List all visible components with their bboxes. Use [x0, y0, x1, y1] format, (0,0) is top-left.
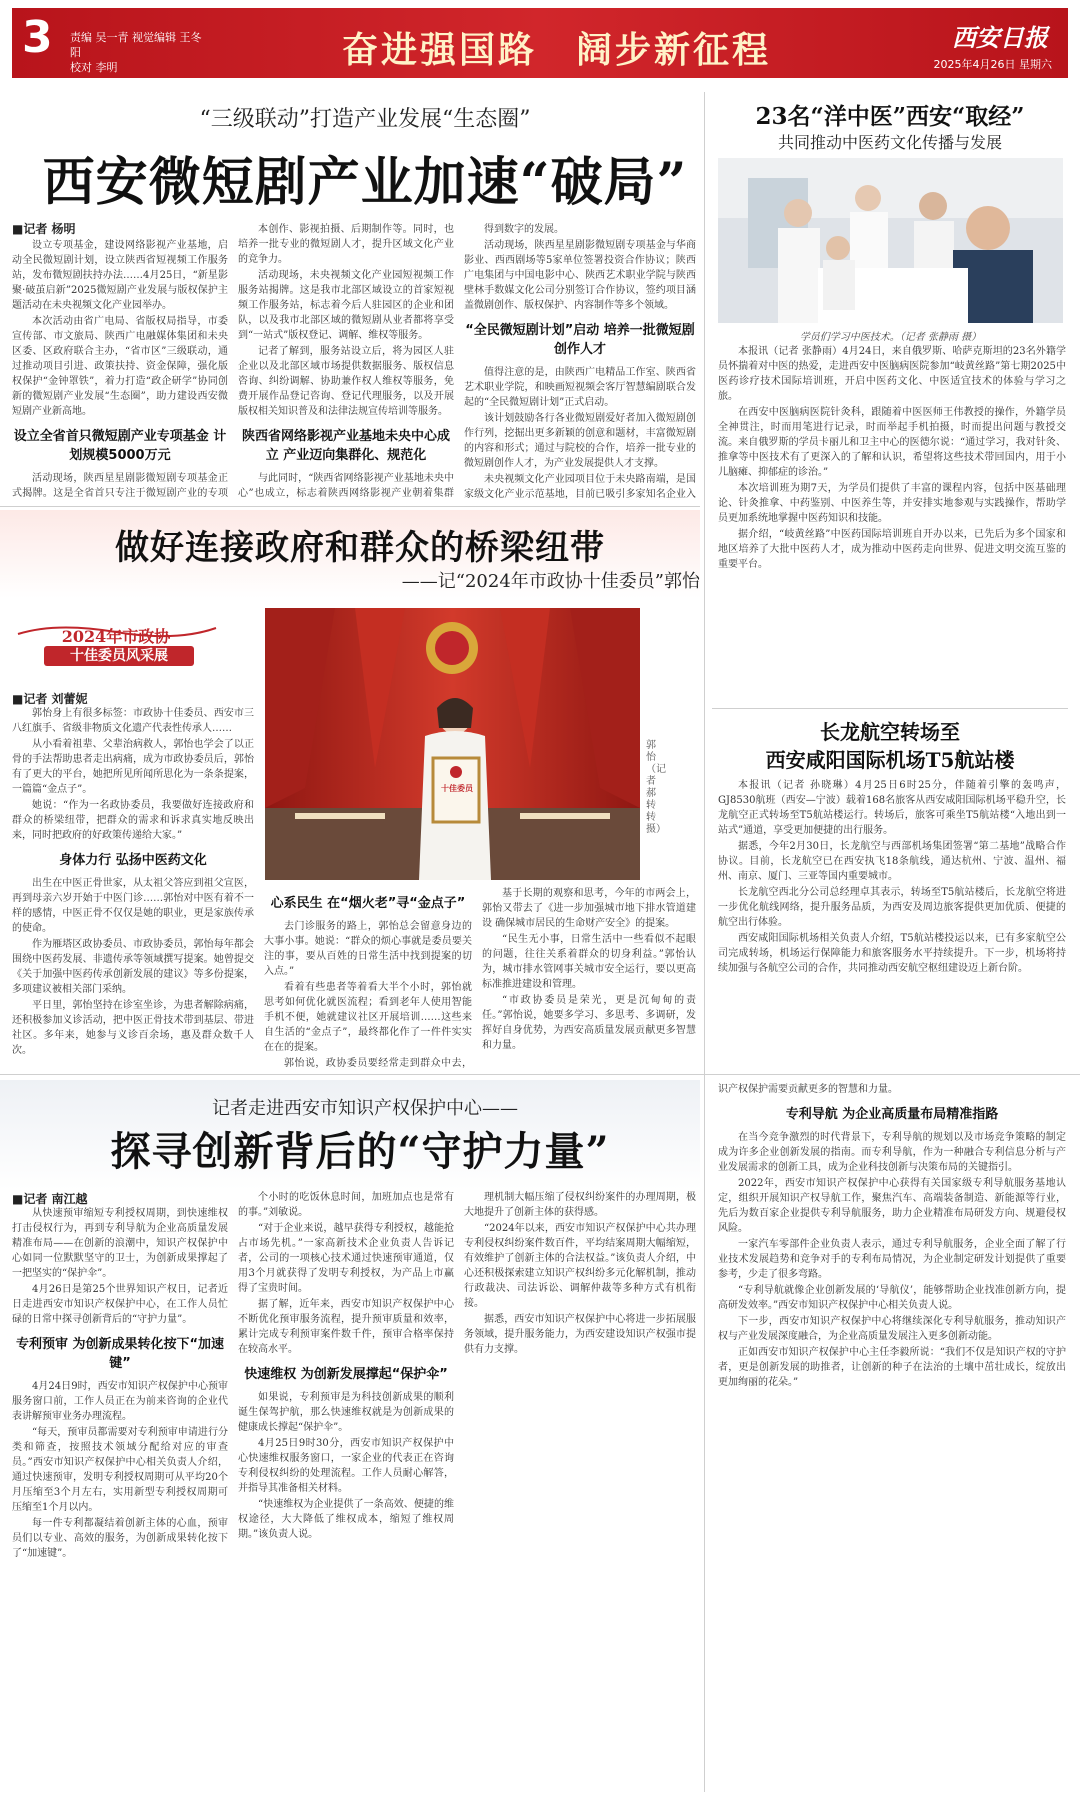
editor-line: 责编 吴一青	[70, 31, 129, 44]
paragraph: 长龙航空西北分公司总经理卓其表示，转场至T5航站楼后，长龙航空将进一步优化航线网络，提升服务品质，为西安及周边旅客提供更加优质、便捷的航空出行体验。	[718, 887, 1066, 928]
paragraph: 设立专项基金，建设网络影视产业基地，启动全民微短剧计划，设立陕西省短视频工作服务站，发布微短剧扶持办法……4月25日，“新星影聚·破茧启新”2025微短剧产业发展与版权保护主题活动在未央视频文化产业园举办。	[12, 240, 228, 311]
article2-headline: 做好连接政府和群众的桥梁纽带	[115, 528, 605, 568]
paragraph: 看着有些患者等着看大半个小时，郭怡就思考如何优化就医流程；看到老年人使用智能手机不便，她就建议社区开展培训……这些来自生活的“金点子”，最终都化作了一件件实实在在的提案。	[264, 982, 472, 1053]
column-badge	[16, 620, 236, 668]
editor-credits	[70, 30, 210, 75]
paragraph: 该计划鼓励各行各业微短剧爱好者加入微短剧创作行列，挖掘出更多新颖的创意和题材，丰富微短剧的内容和形式；通过与院校的合作，培养一批专业的微短剧创作人才，为产业发展提供人才支撑。	[464, 413, 696, 469]
article1-subheading-3: “全民微短剧计划”启动 培养一批微短剧创作人才	[465, 323, 695, 357]
paragraph: 识产权保护需要贡献更多的智慧和力量。	[718, 1084, 898, 1095]
right-article1-headline: 23名“洋中医”西安“取经”	[755, 103, 1025, 130]
article2-subheadline: ——记“2024年市政协十佳委员”郭怡	[401, 571, 700, 592]
section-divider	[712, 708, 1068, 709]
right-article2-body	[718, 778, 1066, 1068]
paragraph: “2024年以来，西安市知识产权保护中心共办理专利侵权纠纷案件数百件，平均结案周期大幅缩短，有效维护了创新主体的合法权益。”该负责人介绍，中心还积极探索建立知识产权纠纷多元化解机制，推动行政裁决、司法诉讼、调解仲裁等多种方式有机衔接。	[464, 1223, 696, 1309]
paragraph: 据介绍，“岐黄丝路”中医药国际培训班自开办以来，已先后为多个国家和地区培养了大批中医药人才，成为推动中医药走向世界、促进文明交流互鉴的重要平台。	[718, 529, 1066, 570]
paragraph: 基于长期的观察和思考，今年的市两会上，郭怡又带去了《进一步加强城市地下排水管道建设 确保城市居民的生命财产安全》的提案。	[482, 888, 696, 929]
paragraph: 得到数字的发展。	[484, 224, 564, 235]
paragraph: 平日里，郭怡坚持在诊室坐诊，为患者解除病痛，还积极参加义诊活动，把中医正骨技术带到基层、带进社区。多年来，她参与义诊百余场，惠及群众数千人次。	[12, 1000, 254, 1056]
paragraph: “快速维权为企业提供了一条高效、便捷的维权途径，大大降低了维权成本，缩短了维权周期。”该负责人说。	[238, 1499, 454, 1540]
article3-subheading-1: 专利预审 为创新成果转化按下“加速键”	[15, 1337, 225, 1371]
paragraph: 据悉，今年2月30日，长龙航空与西部机场集团签署“第二基地”战略合作协议。目前，长龙航空已在西安执飞18条航线，通达杭州、宁波、温州、福州、南京、厦门、三亚等国内重要城市。	[718, 841, 1066, 882]
newspaper-logo: 西安日报	[952, 23, 1048, 52]
article3-headline: 探寻创新背后的“守护力量”	[110, 1128, 610, 1175]
paragraph: 本报讯（记者 孙晓琳）4月25日6时25分，伴随着引擎的轰鸣声，GJ8530航班（西安—宁波）载着168名旅客从西安咸阳国际机场平稳升空，长龙航空正式转场至T5航站楼运行。转场后，旅客可乘坐T5航站楼“入地出到一站式”通道，享受更加便捷的出行服务。	[718, 780, 1066, 836]
paragraph: 值得注意的是，由陕西广电精品工作室、陕西省艺术职业学院，和映画短视频会客厅智慧编剧联合发起的“全民微短剧计划”正式启动。	[464, 367, 696, 408]
paragraph: 如果说，专利预审是为科技创新成果的顺利诞生保驾护航，那么快速维权就是为创新成果的健康成长撑起“保护伞”。	[238, 1392, 454, 1433]
paragraph: “专利导航就像企业创新发展的‘导航仪’，能够帮助企业找准创新方向，提高研发效率。”西安市知识产权保护中心相关负责人说。	[718, 1285, 1066, 1311]
visual-editor-line: 视觉编辑 王冬阳	[70, 31, 202, 59]
paragraph: 正如西安市知识产权保护中心主任李毅所说：“我们不仅是知识产权的守护者，更是创新发展的助推者，让创新的种子在法治的土壤中茁壮成长，绽放出更加绚丽的花朵。”	[718, 1347, 1066, 1388]
paragraph: 理机制大幅压缩了侵权纠纷案件的办理周期，极大地提升了创新主体的获得感。	[464, 1192, 696, 1218]
paragraph: 她说：“作为一名政协委员，我要做好连接政府和群众的桥梁纽带，把群众的需求和诉求真实地反映出来，同时把政府的好政策传递给大家。”	[12, 800, 254, 841]
paragraph: 据悉，西安市知识产权保护中心将进一步拓展服务领域，提升服务能力，为西安建设知识产权强市提供有力支撑。	[464, 1314, 696, 1355]
paragraph: “民生无小事，日常生活中一些看似不起眼的问题，往往关系着群众的切身利益。”郭怡认为，城市排水管网事关城市安全运行，要以更高标准推进建设和管理。	[482, 934, 696, 990]
article1-subheading-2: 陕西省网络影视产业基地未央中心成立 产业迈向集群化、规范化	[241, 429, 450, 463]
paragraph: 4月24日9时，西安市知识产权保护中心预审服务窗口前，工作人员正在为前来咨询的企业代表讲解预审业务办理流程。	[12, 1381, 228, 1422]
certificate-text: 十佳委员	[441, 783, 473, 793]
paragraph: 与此同时，“陕西省网络影视产业基地未央中心”也成立，标志着陕西网络影视产业朝着集群	[238, 473, 454, 499]
article3-column-2	[238, 1190, 454, 1794]
page-number: 3	[22, 12, 53, 63]
paragraph: 在西安中医脑病医院针灸科，跟随着中医医师王伟教授的操作，外籍学员全神贯注，时而用笔进行记录，时而举起手机拍摄，时而提出问题与教授交流。来自俄罗斯的学员卡丽儿和卫主中心的医德尔说：“通过学习，我对针灸、推拿等中医技术有了更深入的了解和认识，希望将这些技术带回国内，用于小儿脑瘫、抑郁症的诊治。”	[718, 407, 1066, 478]
paragraph: 本次活动由省广电局、省版权局指导，市委宣传部、市文旅局、陕西广电融媒体集团和未央区委、区政府联合主办，“省市区”三级联动，通过推动项目引进、政策扶持、资金保障，强化版权保护“金钟罩铁”，着力打造“政企研学”协同创新的微短剧产业发展“生态圈”，助力建设西安微短剧产业新高地。	[12, 316, 228, 417]
paragraph: 西安咸阳国际机场相关负责人介绍，T5航站楼投运以来，已有多家航空公司完成转场，机场运行保障能力和旅客服务水平持续提升。下一步，机场将持续加强与各航空公司的合作，共同推动西安航空枢纽建设迈上新台阶。	[718, 933, 1066, 974]
article1-column-1	[12, 238, 228, 500]
issue-date: 2025年4月26日 星期六	[933, 58, 1052, 71]
tcm-training-photo	[718, 158, 1063, 323]
article3-subheading-3: 专利导航 为企业高质量布局精准指路	[785, 1107, 999, 1122]
masthead	[12, 8, 1068, 78]
section-divider	[0, 506, 700, 507]
paragraph: 去门诊服务的路上，郭怡总会留意身边的大事小事。她说：“群众的烦心事就是委员要关注的事，要从百姓的日常生活中找到提案的切入点。”	[264, 921, 472, 977]
article3-byline: ■记者 南江越	[12, 1192, 88, 1206]
paragraph: 记者了解到，服务站设立后，将为园区人驻企业以及北部区域市场提供数据服务、版权信息咨询、纠纷调解、协助兼作权人维权等服务，免费开展作品登记咨询、登记代理服务，以及开展版权相关知识普及和法律法规宣传培训等服务。	[238, 346, 454, 417]
article2-subheading-1: 身体力行 弘扬中医药文化	[59, 853, 207, 868]
paragraph: 活动现场，陕西星星剧影微短剧专项基金与华商影业、西西剧场等5家单位签署投资合作协议；陕西广电集团与中国电影中心、陕西艺术职业学院与陕西壁林手数媒文化公司分别签订合作协议，签约项目涵盖微剧创作、版权保护、内容制作等多个领域。	[464, 240, 696, 311]
article1-kicker: “三级联动”打造产业发展“生态圈”	[199, 107, 531, 132]
article1-byline: ■记者 杨明	[12, 222, 76, 236]
right-article1-subheadline: 共同推动中医药文化传播与发展	[777, 133, 1002, 152]
paragraph: 作为雁塔区政协委员、市政协委员，郭怡每年都会围绕中医药发展、非遗传承等领域撰写提案。她曾提交《关于加强中医药传承创新发展的建议》等多份提案，多项建议被相关部门采纳。	[12, 939, 254, 995]
paragraph: 据了解，近年来，西安市知识产权保护中心不断优化预审服务流程，提升预审质量和效率，累计完成专利预审案件数千件，预审合格率保持在较高水平。	[238, 1299, 454, 1355]
article2-column-3	[482, 886, 696, 1068]
page-slogan: 奋进强国路 阔步新征程	[342, 29, 772, 71]
section-divider	[0, 1074, 1080, 1075]
article2-column-2	[264, 886, 472, 1068]
proofreader-line: 校对 李明	[70, 61, 118, 74]
column-divider	[704, 92, 705, 1792]
article1-column-2	[238, 222, 454, 500]
article3-kicker: 记者走进西安市知识产权保护中心——	[212, 1098, 518, 1119]
paragraph: 本创作、影视拍摄、后期制作等。同时，也培养一批专业的微短剧人才，提升区域文化产业的竞争力。	[238, 224, 454, 265]
paragraph: 2022年，西安市知识产权保护中心获得有关国家级专利导航服务基地认定，组织开展知识产权导航工作，聚焦汽车、高端装备制造、新能源等行业，先后为数百家企业提供专利导航服务，助力企业精准布局研发方向、规避侵权风险。	[718, 1178, 1066, 1234]
article3-subheading-2: 快速维权 为创新发展撑起“保护伞”	[244, 1367, 448, 1382]
article2-subheading-2: 心系民生 在“烟火老”寻“金点子”	[270, 896, 466, 911]
right-article1-body	[718, 344, 1066, 706]
article1-column-3	[464, 222, 696, 500]
paragraph: 本报讯（记者 张静雨）4月24日，来自俄罗斯、哈萨克斯坦的23名外籍学员怀揣着对中医的热爱，走进西安中医脑病医院参加“岐黄丝路”第七期2025中医药诊疗技术国际培训班，开启中医药文化、中医适宜技术的体验与学习之旅。	[718, 346, 1066, 402]
paragraph: 未央视频文化产业园项目位于未央路南端，是国家级文化产业示范基地，目前已吸引多家知名企业入	[464, 474, 696, 500]
badge-line1: 2024年市政协	[61, 627, 171, 646]
paragraph: 4月25日9时30分，西安市知识产权保护中心快速维权服务窗口，一家企业的代表正在咨询专利侵权纠纷的处理流程。工作人员耐心解答，并指导其准备相关材料。	[238, 1438, 454, 1494]
paragraph: 出生在中医正骨世家，从太祖父答应到祖父宣医，再到母亲六岁开始于中医门诊……郭怡对中医有着不一样的感情，中医正骨不仅仅是她的职业，更是家族传承的使命。	[12, 878, 254, 934]
right-article2-headline	[712, 718, 1068, 774]
paragraph: “每天，预审员都需要对专利预审申请进行分类和筛查，按照技术领域分配给对应的审查员。”西安市知识产权保护中心相关负责人介绍，通过快速预审，发明专利授权周期可从平均20个月压缩至3个月左右，实用新型专利授权周期可压缩至1个月以内。	[12, 1427, 228, 1513]
paragraph: 每一件专利都凝结着创新主体的心血，预审员们以专业、高效的服务，为创新成果转化按下了“加速键”。	[12, 1518, 228, 1559]
paragraph: 从小看着祖辈、父辈治病救人，郭怡也学会了以正骨的手法帮助患者走出病痛，成为市政协委员后，郭怡有了更大的平台，她把所见所闻所思化为一条条提案，一篇篇“金点子”。	[12, 739, 254, 795]
paragraph: 本次培训班为期7天，为学员们提供了丰富的课程内容，包括中医基础理论、针灸推拿、中药鉴别、中医养生等，并安排实地参观与实践操作，帮助学员更加系统地掌握中医药知识和技能。	[718, 483, 1066, 524]
paragraph: 一家汽车零部件企业负责人表示，通过专利导航服务，企业全面了解了行业技术发展趋势和竞争对手的专利布局情况，为企业制定研发计划提供了重要参考，少走了很多弯路。	[718, 1239, 1066, 1280]
paragraph: “市政协委员是荣光，更是沉甸甸的责任。”郭怡说，她要多学习、多思考、多调研，发挥好自身优势，为西安高质量发展贡献更多智慧和力量。	[482, 995, 696, 1051]
paragraph: 个小时的吃饭休息时间，加班加点也是常有的事。”刘敏说。	[238, 1192, 454, 1218]
article1-subheading-1: 设立全省首只微短剧产业专项基金 计划规模5000万元	[13, 429, 227, 463]
badge-line2: 十佳委员风采展	[44, 646, 194, 666]
guo-yi-photo-caption: 郭怡（记者 郝转转 摄）	[646, 740, 666, 835]
article3-column-3	[464, 1190, 696, 1794]
paragraph: 活动现场，未央视频文化产业园短视频工作服务站揭牌。这是我市北部区域设立的首家短视频工作服务站，标志着今后人驻园区的企业和团队，以及我市北部区域的微短剧从业者都将享受到“一站式”版权登记、调解、维权等服务。	[238, 270, 454, 341]
article3-column-4	[718, 1082, 1066, 1794]
article1-headline: 西安微短剧产业加速“破局”	[42, 152, 688, 213]
guo-yi-award-photo	[265, 608, 640, 880]
right-article2-headline-line1: 长龙航空转场至	[820, 720, 960, 744]
paragraph: 郭怡说，政协委员要经常走到群众中去，	[284, 1058, 472, 1068]
right-article2-headline-line2: 西安咸阳国际机场T5航站楼	[765, 748, 1015, 772]
article2-column-1	[12, 706, 254, 1068]
paragraph: 4月26日是第25个世界知识产权日，记者近日走进西安市知识产权保护中心，在工作人员忙碌的日常中探寻创新背后的“守护力量”。	[12, 1284, 228, 1325]
article3-column-1	[12, 1206, 228, 1794]
tcm-photo-caption: 学员们学习中医技术。（记者 张静雨 摄）	[799, 332, 982, 343]
paragraph: “对于企业来说，越早获得专利授权，越能抢占市场先机。”一家高新技术企业负责人告诉记者，公司的一项核心技术通过快速预审通道，仅用3个月就获得了发明专利授权，为产品上市赢得了宝贵时间。	[238, 1223, 454, 1294]
paragraph: 从快速预审缩短专利授权周期，到快速维权打击侵权行为，再到专利导航为企业高质量发展精准布局——在创新的浪潮中，知识产权保护中心如同一位默默坚守的卫士，为创新成果撑起了一把坚实的“保护伞”。	[12, 1208, 228, 1279]
paragraph: 下一步，西安市知识产权保护中心将继续深化专利导航服务，推动知识产权与产业发展深度融合，为企业高质量发展注入更多创新动能。	[718, 1316, 1066, 1342]
paragraph: 郭怡身上有很多标签：市政协十佳委员、西安市三八红旗手、省级非物质文化遗产代表性传承人……	[12, 708, 254, 734]
paragraph: 在当今竞争激烈的时代背景下，专利导航的规划以及市场竞争策略的制定成为许多企业创新发展的指南。而专利导航，作为一种融合专利信息分析与产业发展需求的创新工具，成为企业科技创新与决策布局的关键指引。	[718, 1132, 1066, 1173]
paragraph: 活动现场，陕西星星剧影微短剧专项基金正式揭牌。这是全省首只专注于微短剧产业的专项	[12, 473, 228, 499]
article2-byline: ■记者 刘蕾妮	[12, 692, 88, 706]
